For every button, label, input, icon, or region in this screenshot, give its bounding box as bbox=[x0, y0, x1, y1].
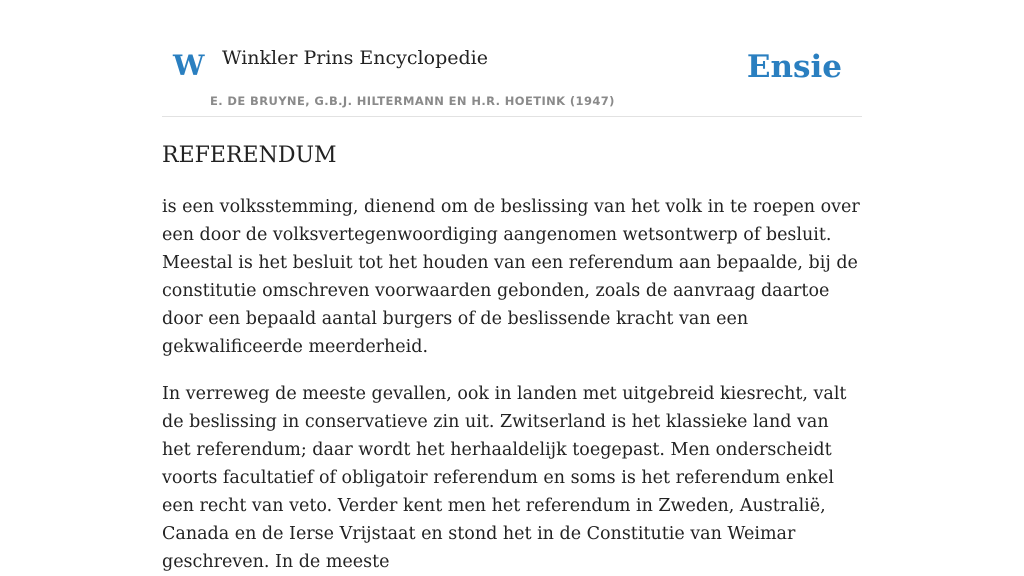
entry-paragraph: In verreweg de meeste gevallen, ook in landen met uitgebreid kiesrecht, valt de beslissing in conservatieve zin uit. Zwitserland is het klassieke land van het referendum; daar wordt het herhaaldelijk toegepast. Men onderscheidt voorts facultatief of obligatoir referendum en soms is het referendum enkel een recht van veto. Verder kent men het referendum in Zweden, Australië, Canada en de Ierse Vrijstaat en stond het in de Constitutie van Weimar geschreven. In de meeste bbox=[162, 384, 847, 573]
site-header bbox=[162, 0, 862, 117]
site-title[interactable]: Winkler Prins Encyclopedie bbox=[222, 47, 488, 69]
entry-paragraph: is een volksstemming, dienend om de beslissing van het volk in te roepen over een door de volksvertegenwoordiging aangenomen wetsontwerp of besluit. Meestal is het besluit tot het houden van een referendum aan bepaalde, bij de constitutie omschreven voorwaarden gebonden, zoals de aanvraag daartoe door een bepaald aantal burgers of de beslissende kracht van een gekwalificeerde meerderheid. bbox=[162, 197, 860, 358]
entry-title: REFERENDUM bbox=[162, 143, 337, 168]
article-page bbox=[162, 0, 862, 576]
entry-body bbox=[162, 193, 862, 576]
authors-line: E. DE BRUYNE, G.B.J. HILTERMANN EN H.R. HOETINK (1947) bbox=[210, 94, 615, 108]
winkler-prins-logo[interactable]: W bbox=[173, 49, 205, 82]
ensie-brand-logo[interactable]: Ensie bbox=[746, 49, 842, 85]
